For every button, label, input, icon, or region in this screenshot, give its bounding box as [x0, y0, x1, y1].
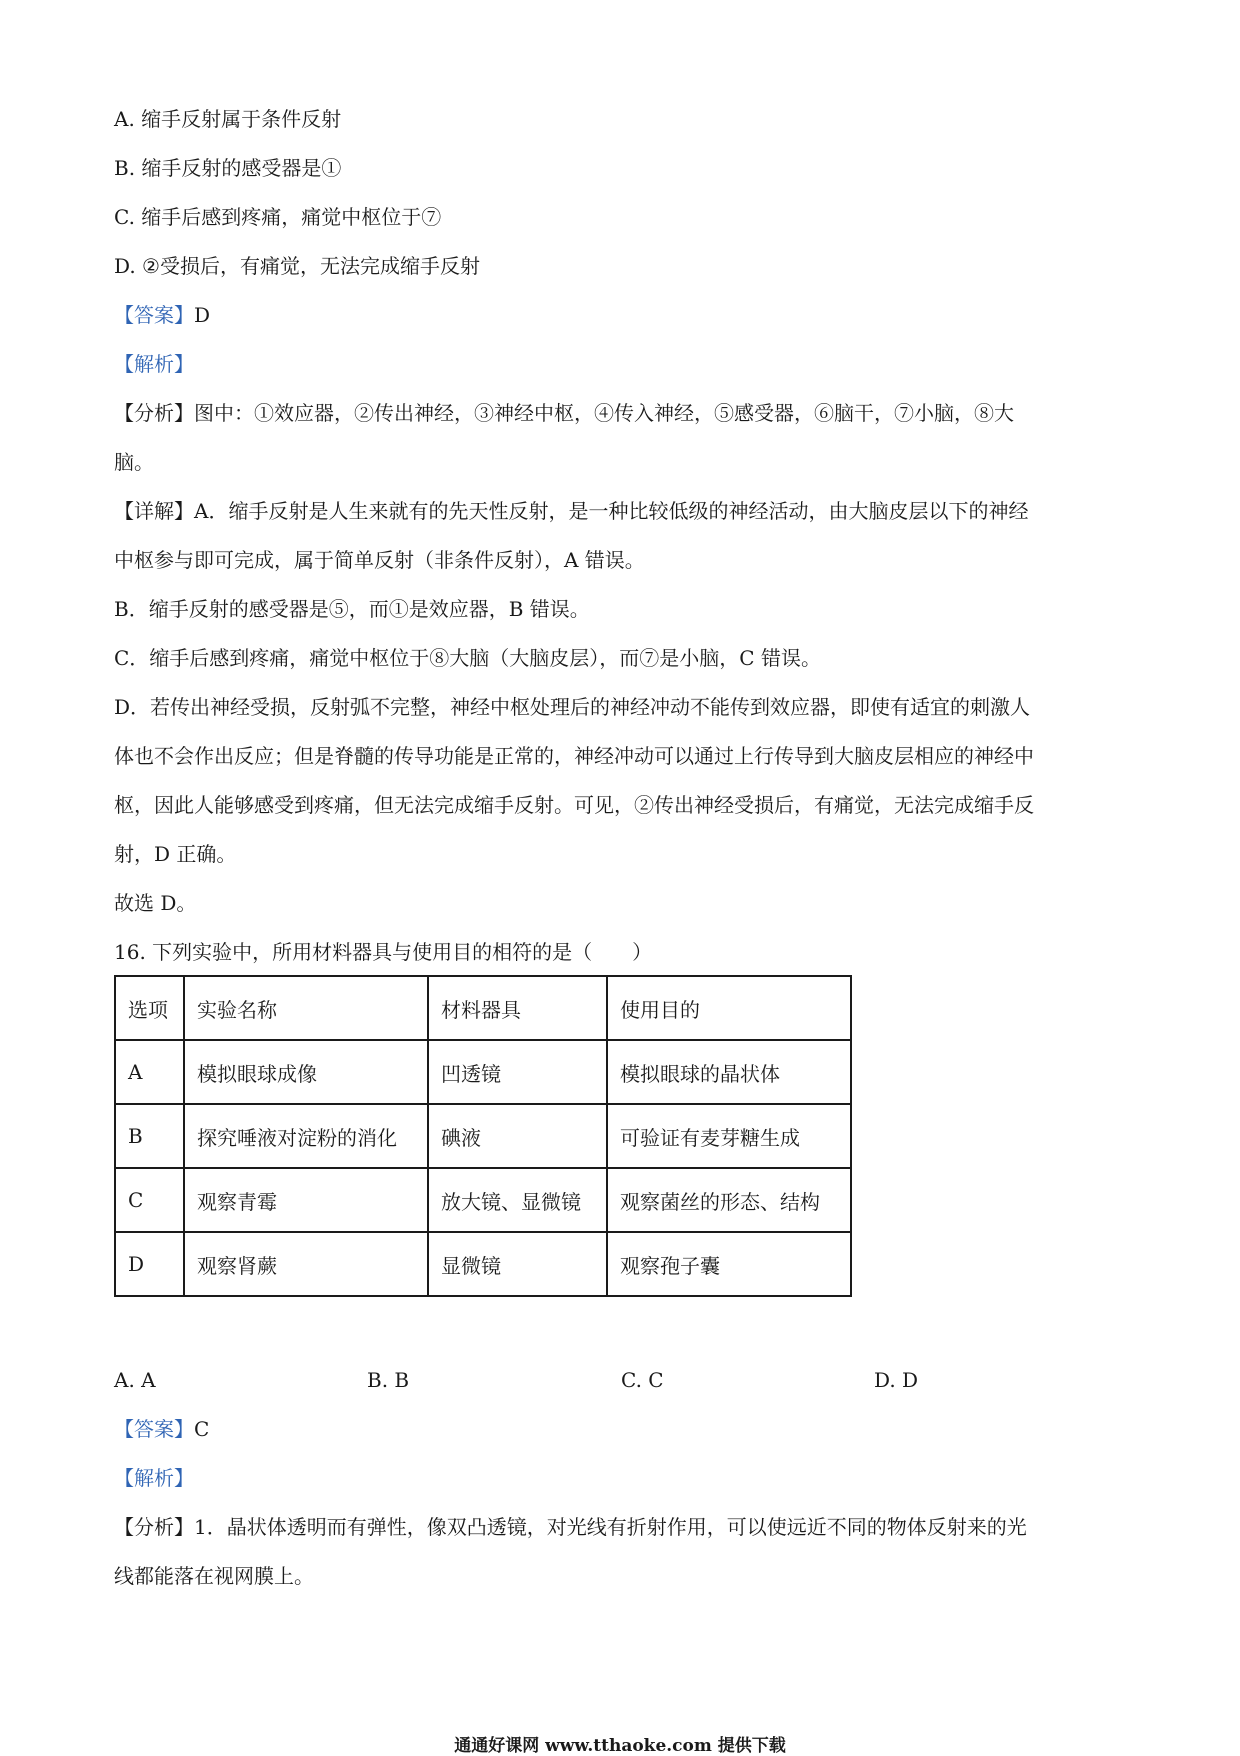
table-cell: 探究唾液对淀粉的消化 — [184, 1104, 428, 1168]
table-row — [115, 1104, 851, 1168]
table-cell: 可验证有麦芽糖生成 — [607, 1104, 851, 1168]
analysis-15-line1: 【分析】图中：①效应器，②传出神经，③神经中枢，④传入神经，⑤感受器，⑥脑干，⑦小脑，⑧大 — [114, 401, 1014, 425]
detail-line: 体也不会作出反应；但是脊髓的传导功能是正常的，神经冲动可以通过上行传导到大脑皮层相应的神经中 — [114, 744, 1034, 768]
answer-tag: 【答案】 — [114, 1417, 194, 1441]
detail-line: 【详解】A．缩手反射是人生来就有的先天性反射，是一种比较低级的神经活动，由大脑皮层以下的神经 — [114, 499, 1029, 523]
table-cell: 观察肾蕨 — [184, 1232, 428, 1296]
table-cell: 碘液 — [428, 1104, 607, 1168]
detail-line: D．若传出神经受损，反射弧不完整，神经中枢处理后的神经冲动不能传到效应器，即使有适宜的刺激人 — [114, 695, 1031, 719]
analysis-16-line2: 线都能落在视网膜上。 — [114, 1564, 314, 1588]
option-16-b: B. B — [367, 1368, 410, 1392]
table-cell: 观察孢子囊 — [607, 1232, 851, 1296]
detail-line: 枢，因此人能够感受到疼痛，但无法完成缩手反射。可见，②传出神经受损后，有痛觉，无法完成缩手反 — [114, 793, 1034, 817]
table-cell: 观察菌丝的形态、结构 — [607, 1168, 851, 1232]
answer-16 — [114, 1417, 209, 1441]
table-row — [115, 1232, 851, 1296]
option-16-c: C. C — [621, 1368, 664, 1392]
detail-line: C．缩手后感到疼痛，痛觉中枢位于⑧大脑（大脑皮层），而⑦是小脑，C 错误。 — [114, 646, 821, 670]
table-cell: B — [115, 1104, 184, 1168]
conclusion-line: 故选 D。 — [114, 891, 197, 915]
answer-tag: 【答案】 — [114, 303, 194, 327]
option-b: B. 缩手反射的感受器是① — [114, 156, 342, 180]
table-row — [115, 1040, 851, 1104]
table-header: 选项 — [115, 976, 184, 1040]
table-header-row — [115, 976, 851, 1040]
option-16-a: A. A — [114, 1368, 156, 1392]
detail-line: 射，D 正确。 — [114, 842, 237, 866]
answer-15 — [114, 303, 210, 327]
analysis-16-line1: 【分析】1．晶状体透明而有弹性，像双凸透镜，对光线有折射作用，可以使远近不同的物体反射来的光 — [114, 1515, 1027, 1539]
table-cell: 显微镜 — [428, 1232, 607, 1296]
table-header: 实验名称 — [184, 976, 428, 1040]
table-cell: D — [115, 1232, 184, 1296]
analysis-tag-15: 【解析】 — [114, 352, 194, 376]
answer-value: D — [194, 303, 211, 327]
table-header: 材料器具 — [428, 976, 607, 1040]
detail-line: 中枢参与即可完成，属于简单反射（非条件反射），A 错误。 — [114, 548, 645, 572]
table-cell: 放大镜、显微镜 — [428, 1168, 607, 1232]
table-row — [115, 1168, 851, 1232]
option-d: D. ②受损后，有痛觉，无法完成缩手反射 — [114, 254, 480, 278]
experiment-table — [114, 975, 852, 1297]
option-a: A. 缩手反射属于条件反射 — [114, 107, 342, 131]
analysis-tag-16: 【解析】 — [114, 1466, 194, 1490]
analysis-15-line2: 脑。 — [114, 450, 154, 474]
question-16: 16. 下列实验中，所用材料器具与使用目的相符的是（ ） — [114, 940, 653, 964]
table-cell: 模拟眼球成像 — [184, 1040, 428, 1104]
detail-line: B．缩手反射的感受器是⑤，而①是效应器，B 错误。 — [114, 597, 590, 621]
table-cell: 观察青霉 — [184, 1168, 428, 1232]
table-cell: 模拟眼球的晶状体 — [607, 1040, 851, 1104]
table-cell: 凹透镜 — [428, 1040, 607, 1104]
page-footer: 通通好课网 www.tthaoke.com 提供下载 — [454, 1736, 786, 1756]
option-16-d: D. D — [874, 1368, 919, 1392]
table-cell: C — [115, 1168, 184, 1232]
table-cell: A — [115, 1040, 184, 1104]
table-header: 使用目的 — [607, 976, 851, 1040]
option-c: C. 缩手后感到疼痛，痛觉中枢位于⑦ — [114, 205, 442, 229]
answer-value: C — [194, 1417, 210, 1441]
